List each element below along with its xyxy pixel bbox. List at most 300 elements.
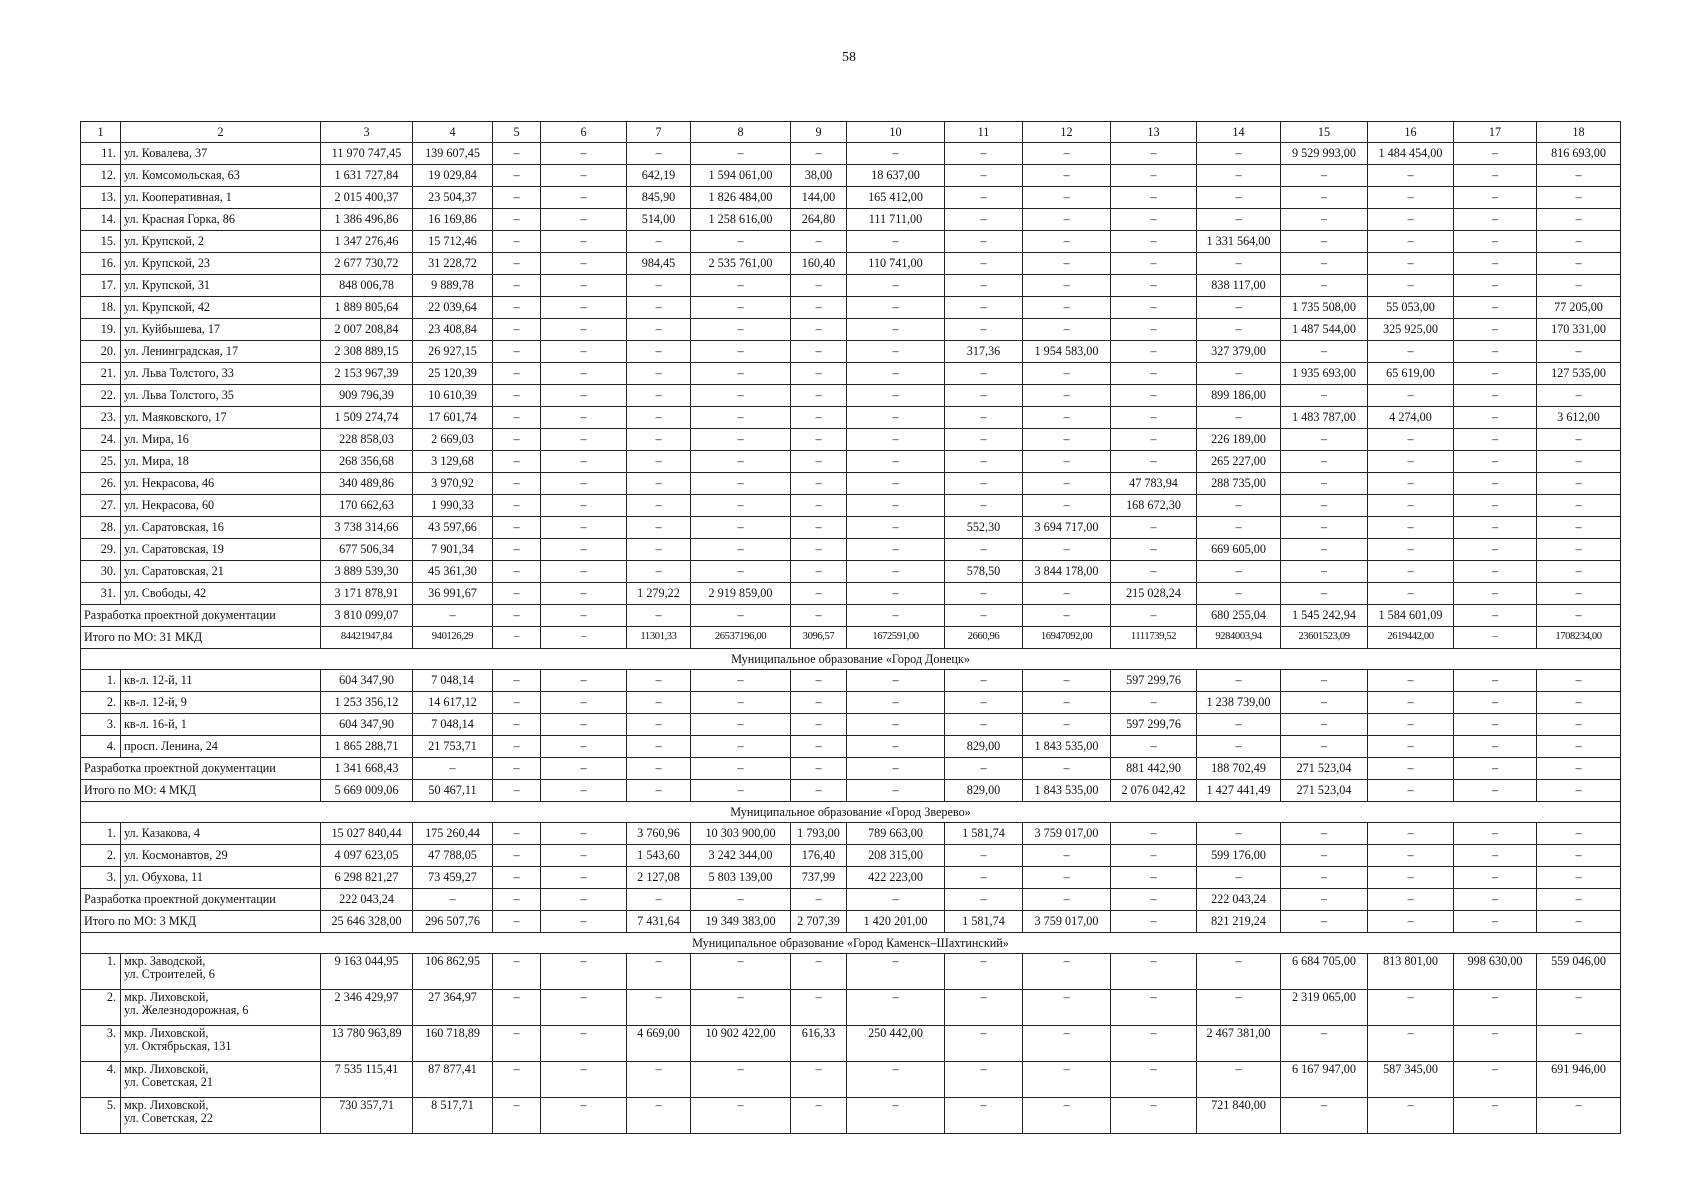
table-cell: –: [847, 451, 945, 473]
table-cell: –: [945, 473, 1023, 495]
table-cell: 106 862,95: [413, 954, 493, 990]
header-cell: 1: [81, 122, 121, 143]
table-cell: –: [847, 297, 945, 319]
table-cell: –: [1454, 143, 1537, 165]
table-cell: –: [493, 385, 541, 407]
table-cell: –: [627, 954, 691, 990]
table-cell: –: [691, 407, 791, 429]
table-cell: 65 619,00: [1368, 363, 1454, 385]
table-cell: –: [1537, 780, 1621, 802]
table-cell: –: [1454, 670, 1537, 692]
table-cell: –: [791, 736, 847, 758]
table-cell: 340 489,86: [321, 473, 413, 495]
table-cell: –: [1023, 605, 1111, 627]
table-cell: –: [627, 889, 691, 911]
table-cell: 909 796,39: [321, 385, 413, 407]
table-cell: 3 242 344,00: [691, 845, 791, 867]
table-row: [81, 165, 1621, 187]
table-cell: –: [1537, 583, 1621, 605]
table-cell: –: [493, 1098, 541, 1134]
table-cell: 10 902 422,00: [691, 1026, 791, 1062]
table-cell: 1 253 356,12: [321, 692, 413, 714]
table-row: [81, 253, 1621, 275]
header-row: [81, 122, 1621, 143]
table-cell: –: [691, 275, 791, 297]
table-cell: 23601523,09: [1281, 627, 1368, 649]
table-cell: –: [1454, 736, 1537, 758]
table-cell: –: [791, 451, 847, 473]
page-number: 58: [842, 50, 856, 65]
table-cell: 1 509 274,74: [321, 407, 413, 429]
table-cell: –: [1023, 209, 1111, 231]
table-cell: –: [1111, 605, 1197, 627]
table-cell: –: [1023, 319, 1111, 341]
table-cell: –: [1023, 165, 1111, 187]
table-cell: –: [493, 451, 541, 473]
address-line: ул. Октябрьская, 131: [124, 1038, 232, 1053]
table-cell: –: [945, 867, 1023, 889]
table-cell: 26537196,00: [691, 627, 791, 649]
address-cell: ул. Куйбышева, 17: [121, 319, 321, 341]
table-cell: 2 669,03: [413, 429, 493, 451]
table-cell: –: [1111, 319, 1197, 341]
table-cell: 327 379,00: [1197, 341, 1281, 363]
table-cell: –: [1454, 209, 1537, 231]
table-cell: 45 361,30: [413, 561, 493, 583]
table-cell: –: [1454, 363, 1537, 385]
table-cell: –: [945, 209, 1023, 231]
row-number: 4.: [81, 1062, 121, 1098]
table-cell: –: [791, 954, 847, 990]
table-cell: 264,80: [791, 209, 847, 231]
address-cell: ул. Космонавтов, 29: [121, 845, 321, 867]
table-cell: –: [847, 429, 945, 451]
table-cell: –: [945, 605, 1023, 627]
table-cell: 3 694 717,00: [1023, 517, 1111, 539]
table-cell: –: [1111, 275, 1197, 297]
table-row: [81, 297, 1621, 319]
header-cell: 16: [1368, 122, 1454, 143]
table-row: [81, 867, 1621, 889]
table-cell: –: [493, 867, 541, 889]
address-cell: ул. Саратовская, 21: [121, 561, 321, 583]
table-cell: –: [541, 231, 627, 253]
table-cell: –: [627, 670, 691, 692]
table-cell: –: [1537, 561, 1621, 583]
table-cell: –: [627, 297, 691, 319]
table-cell: 15 027 840,44: [321, 823, 413, 845]
table-cell: 2 015 400,37: [321, 187, 413, 209]
address-cell: ул. Обухова, 11: [121, 867, 321, 889]
table-cell: 821 219,24: [1197, 911, 1281, 933]
table-cell: –: [1368, 670, 1454, 692]
table-cell: –: [691, 736, 791, 758]
table-cell: –: [1197, 583, 1281, 605]
table-cell: –: [1281, 561, 1368, 583]
table-cell: –: [541, 736, 627, 758]
summary-row: [81, 627, 1621, 649]
table-cell: 9 163 044,95: [321, 954, 413, 990]
table-cell: –: [791, 341, 847, 363]
table-cell: –: [847, 275, 945, 297]
table-cell: 1 483 787,00: [1281, 407, 1368, 429]
table-cell: 265 227,00: [1197, 451, 1281, 473]
table-cell: –: [1454, 275, 1537, 297]
table-cell: –: [1023, 670, 1111, 692]
table-cell: –: [1368, 517, 1454, 539]
table-cell: –: [541, 1062, 627, 1098]
table-cell: –: [945, 253, 1023, 275]
table-cell: –: [691, 363, 791, 385]
table-cell: –: [541, 385, 627, 407]
summary-row: [81, 911, 1621, 933]
table-cell: –: [541, 627, 627, 649]
table-cell: –: [791, 1098, 847, 1134]
table-cell: 3 612,00: [1537, 407, 1621, 429]
table-cell: –: [1454, 187, 1537, 209]
table-cell: –: [945, 187, 1023, 209]
table-cell: –: [847, 539, 945, 561]
table-cell: 2 153 967,39: [321, 363, 413, 385]
table-cell: –: [1023, 253, 1111, 275]
table-cell: –: [1281, 209, 1368, 231]
table-cell: 6 298 821,27: [321, 867, 413, 889]
table-cell: –: [493, 823, 541, 845]
table-row: [81, 1098, 1621, 1134]
address-cell: ул. Льва Толстого, 35: [121, 385, 321, 407]
table-cell: –: [1111, 990, 1197, 1026]
table-cell: 680 255,04: [1197, 605, 1281, 627]
table-cell: –: [493, 231, 541, 253]
table-cell: –: [1281, 583, 1368, 605]
table-cell: –: [1368, 539, 1454, 561]
table-cell: 587 345,00: [1368, 1062, 1454, 1098]
table-cell: –: [1537, 911, 1621, 933]
table-cell: 422 223,00: [847, 867, 945, 889]
table-cell: 721 840,00: [1197, 1098, 1281, 1134]
table-cell: –: [541, 583, 627, 605]
table-cell: –: [541, 319, 627, 341]
table-cell: 31 228,72: [413, 253, 493, 275]
table-cell: 2619442,00: [1368, 627, 1454, 649]
summary-label: Итого по МО: 4 МКД: [81, 780, 321, 802]
table-cell: –: [627, 143, 691, 165]
table-cell: –: [945, 495, 1023, 517]
table-cell: –: [1197, 954, 1281, 990]
table-row: [81, 954, 1621, 990]
table-cell: –: [847, 495, 945, 517]
section-row: [81, 802, 1621, 823]
table-cell: 296 507,76: [413, 911, 493, 933]
header-cell: 10: [847, 122, 945, 143]
table-cell: 578,50: [945, 561, 1023, 583]
table-cell: –: [1281, 165, 1368, 187]
table-cell: 268 356,68: [321, 451, 413, 473]
table-cell: 1 331 564,00: [1197, 231, 1281, 253]
table-cell: 26 927,15: [413, 341, 493, 363]
table-row: [81, 473, 1621, 495]
table-cell: –: [493, 605, 541, 627]
table-cell: 845,90: [627, 187, 691, 209]
table-cell: 4 669,00: [627, 1026, 691, 1062]
table-cell: –: [691, 473, 791, 495]
address-cell: [121, 1026, 321, 1062]
table-cell: –: [1023, 187, 1111, 209]
table-cell: –: [627, 736, 691, 758]
table-cell: –: [945, 451, 1023, 473]
table-row: [81, 517, 1621, 539]
table-cell: 1 843 535,00: [1023, 736, 1111, 758]
row-number: 5.: [81, 1098, 121, 1134]
table-cell: –: [1454, 231, 1537, 253]
table-cell: 2 707,39: [791, 911, 847, 933]
table-cell: –: [1281, 889, 1368, 911]
table-cell: 848 006,78: [321, 275, 413, 297]
table-cell: –: [1281, 1098, 1368, 1134]
table-cell: –: [1368, 385, 1454, 407]
table-cell: –: [493, 143, 541, 165]
table-cell: 36 991,67: [413, 583, 493, 605]
table-cell: 47 783,94: [1111, 473, 1197, 495]
table-cell: –: [1023, 845, 1111, 867]
table-cell: –: [1454, 990, 1537, 1026]
table-cell: –: [627, 692, 691, 714]
row-number: 21.: [81, 363, 121, 385]
table-cell: –: [1454, 889, 1537, 911]
table-cell: –: [627, 407, 691, 429]
table-cell: –: [847, 605, 945, 627]
table-cell: –: [541, 889, 627, 911]
row-number: 18.: [81, 297, 121, 319]
table-cell: –: [691, 954, 791, 990]
table-row: [81, 363, 1621, 385]
table-cell: –: [1197, 517, 1281, 539]
table-cell: 23 504,37: [413, 187, 493, 209]
address-cell: ул. Казакова, 4: [121, 823, 321, 845]
table-cell: –: [1454, 385, 1537, 407]
table-cell: –: [627, 451, 691, 473]
table-cell: –: [1023, 297, 1111, 319]
table-cell: –: [1023, 692, 1111, 714]
table-cell: –: [1197, 495, 1281, 517]
table-cell: –: [627, 517, 691, 539]
table-cell: 139 607,45: [413, 143, 493, 165]
table-cell: –: [1537, 253, 1621, 275]
table-cell: 813 801,00: [1368, 954, 1454, 990]
table-cell: 514,00: [627, 209, 691, 231]
table-cell: –: [541, 758, 627, 780]
table-cell: –: [1537, 385, 1621, 407]
table-cell: –: [541, 823, 627, 845]
table-cell: –: [1023, 407, 1111, 429]
table-cell: 2 467 381,00: [1197, 1026, 1281, 1062]
table-row: [81, 451, 1621, 473]
table-cell: –: [1281, 911, 1368, 933]
table-cell: –: [493, 670, 541, 692]
table-cell: –: [493, 165, 541, 187]
section-title: Муниципальное образование «Город Донецк»: [81, 649, 1621, 670]
table-cell: –: [1454, 911, 1537, 933]
table-cell: –: [1197, 363, 1281, 385]
table-cell: –: [1111, 451, 1197, 473]
table-cell: 7 901,34: [413, 539, 493, 561]
header-cell: 7: [627, 122, 691, 143]
row-number: 17.: [81, 275, 121, 297]
section-row: [81, 649, 1621, 670]
table-cell: –: [627, 275, 691, 297]
table-cell: 1 279,22: [627, 583, 691, 605]
table-row: [81, 692, 1621, 714]
table-cell: –: [1197, 209, 1281, 231]
table-cell: –: [1023, 429, 1111, 451]
address-cell: ул. Саратовская, 19: [121, 539, 321, 561]
table-cell: –: [691, 319, 791, 341]
header-cell: 12: [1023, 122, 1111, 143]
table-cell: –: [541, 1026, 627, 1062]
address-line: ул. Железнодорожная, 6: [124, 1002, 249, 1017]
table-cell: 47 788,05: [413, 845, 493, 867]
table-cell: 730 357,71: [321, 1098, 413, 1134]
row-number: 22.: [81, 385, 121, 407]
summary-row: [81, 758, 1621, 780]
address-cell: кв-л. 16-й, 1: [121, 714, 321, 736]
table-cell: –: [1281, 385, 1368, 407]
table-cell: 1708234,00: [1537, 627, 1621, 649]
table-cell: 691 946,00: [1537, 1062, 1621, 1098]
table-cell: –: [1368, 429, 1454, 451]
table-cell: –: [1281, 495, 1368, 517]
table-cell: –: [1537, 209, 1621, 231]
table-cell: 1 484 454,00: [1368, 143, 1454, 165]
table-cell: 1 584 601,09: [1368, 605, 1454, 627]
table-cell: 160 718,89: [413, 1026, 493, 1062]
table-cell: 222 043,24: [321, 889, 413, 911]
table-cell: –: [1454, 297, 1537, 319]
table-cell: 2 535 761,00: [691, 253, 791, 275]
table-cell: –: [1197, 319, 1281, 341]
table-cell: –: [1111, 231, 1197, 253]
table-cell: –: [847, 714, 945, 736]
header-cell: 9: [791, 122, 847, 143]
table-cell: 50 467,11: [413, 780, 493, 802]
table-cell: –: [847, 758, 945, 780]
table-cell: –: [493, 627, 541, 649]
row-number: 12.: [81, 165, 121, 187]
table-cell: –: [1368, 341, 1454, 363]
table-cell: –: [1454, 473, 1537, 495]
header-cell: 18: [1537, 122, 1621, 143]
table-cell: –: [1281, 341, 1368, 363]
table-cell: –: [1281, 517, 1368, 539]
table-cell: 27 364,97: [413, 990, 493, 1026]
table-cell: –: [1023, 954, 1111, 990]
table-cell: 1 347 276,46: [321, 231, 413, 253]
table-cell: –: [1368, 495, 1454, 517]
table-cell: –: [691, 561, 791, 583]
table-cell: 10 303 900,00: [691, 823, 791, 845]
table-cell: –: [791, 889, 847, 911]
table-cell: 2 677 730,72: [321, 253, 413, 275]
row-number: 1.: [81, 954, 121, 990]
table-cell: –: [1537, 473, 1621, 495]
table-cell: –: [1454, 495, 1537, 517]
table-cell: –: [1537, 187, 1621, 209]
table-cell: –: [493, 429, 541, 451]
table-cell: –: [1023, 867, 1111, 889]
table-cell: 317,36: [945, 341, 1023, 363]
address-cell: [121, 954, 321, 990]
address-cell: ул. Маяковского, 17: [121, 407, 321, 429]
table-cell: –: [847, 1098, 945, 1134]
row-number: 19.: [81, 319, 121, 341]
table-cell: –: [627, 605, 691, 627]
table-cell: –: [1368, 990, 1454, 1026]
table-cell: –: [1281, 539, 1368, 561]
table-cell: –: [847, 889, 945, 911]
table-cell: –: [1454, 451, 1537, 473]
table-cell: 21 753,71: [413, 736, 493, 758]
table-cell: 1 735 508,00: [1281, 297, 1368, 319]
table-cell: 25 120,39: [413, 363, 493, 385]
address-cell: [121, 990, 321, 1026]
table-cell: –: [541, 911, 627, 933]
table-cell: 13 780 963,89: [321, 1026, 413, 1062]
table-cell: –: [1454, 823, 1537, 845]
table-cell: –: [1111, 253, 1197, 275]
address-cell: ул. Крупской, 31: [121, 275, 321, 297]
row-number: 1.: [81, 670, 121, 692]
table-cell: 1 889 805,64: [321, 297, 413, 319]
table-cell: 228 858,03: [321, 429, 413, 451]
table-cell: 6 684 705,00: [1281, 954, 1368, 990]
table-cell: –: [1454, 867, 1537, 889]
table-cell: 3 759 017,00: [1023, 911, 1111, 933]
table-cell: –: [791, 990, 847, 1026]
table-cell: –: [493, 561, 541, 583]
table-cell: 940126,29: [413, 627, 493, 649]
table-row: [81, 231, 1621, 253]
table-cell: 789 663,00: [847, 823, 945, 845]
table-cell: –: [493, 473, 541, 495]
table-cell: 144,00: [791, 187, 847, 209]
table-cell: –: [627, 561, 691, 583]
table-cell: –: [847, 561, 945, 583]
table-cell: –: [627, 758, 691, 780]
table-cell: –: [945, 670, 1023, 692]
table-cell: –: [1454, 561, 1537, 583]
table-cell: 19 349 383,00: [691, 911, 791, 933]
table-cell: –: [1111, 363, 1197, 385]
table-cell: 55 053,00: [1368, 297, 1454, 319]
table-cell: –: [541, 670, 627, 692]
table-cell: –: [945, 319, 1023, 341]
table-cell: –: [1281, 736, 1368, 758]
table-cell: –: [691, 990, 791, 1026]
table-cell: –: [1454, 1026, 1537, 1062]
table-cell: –: [1023, 714, 1111, 736]
table-cell: 175 260,44: [413, 823, 493, 845]
table-cell: 1 631 727,84: [321, 165, 413, 187]
table-cell: –: [791, 363, 847, 385]
table-cell: –: [1197, 561, 1281, 583]
header-cell: 3: [321, 122, 413, 143]
row-number: 20.: [81, 341, 121, 363]
table-cell: –: [791, 692, 847, 714]
table-cell: –: [1537, 692, 1621, 714]
table-cell: –: [627, 341, 691, 363]
row-number: 11.: [81, 143, 121, 165]
table-cell: 1 954 583,00: [1023, 341, 1111, 363]
